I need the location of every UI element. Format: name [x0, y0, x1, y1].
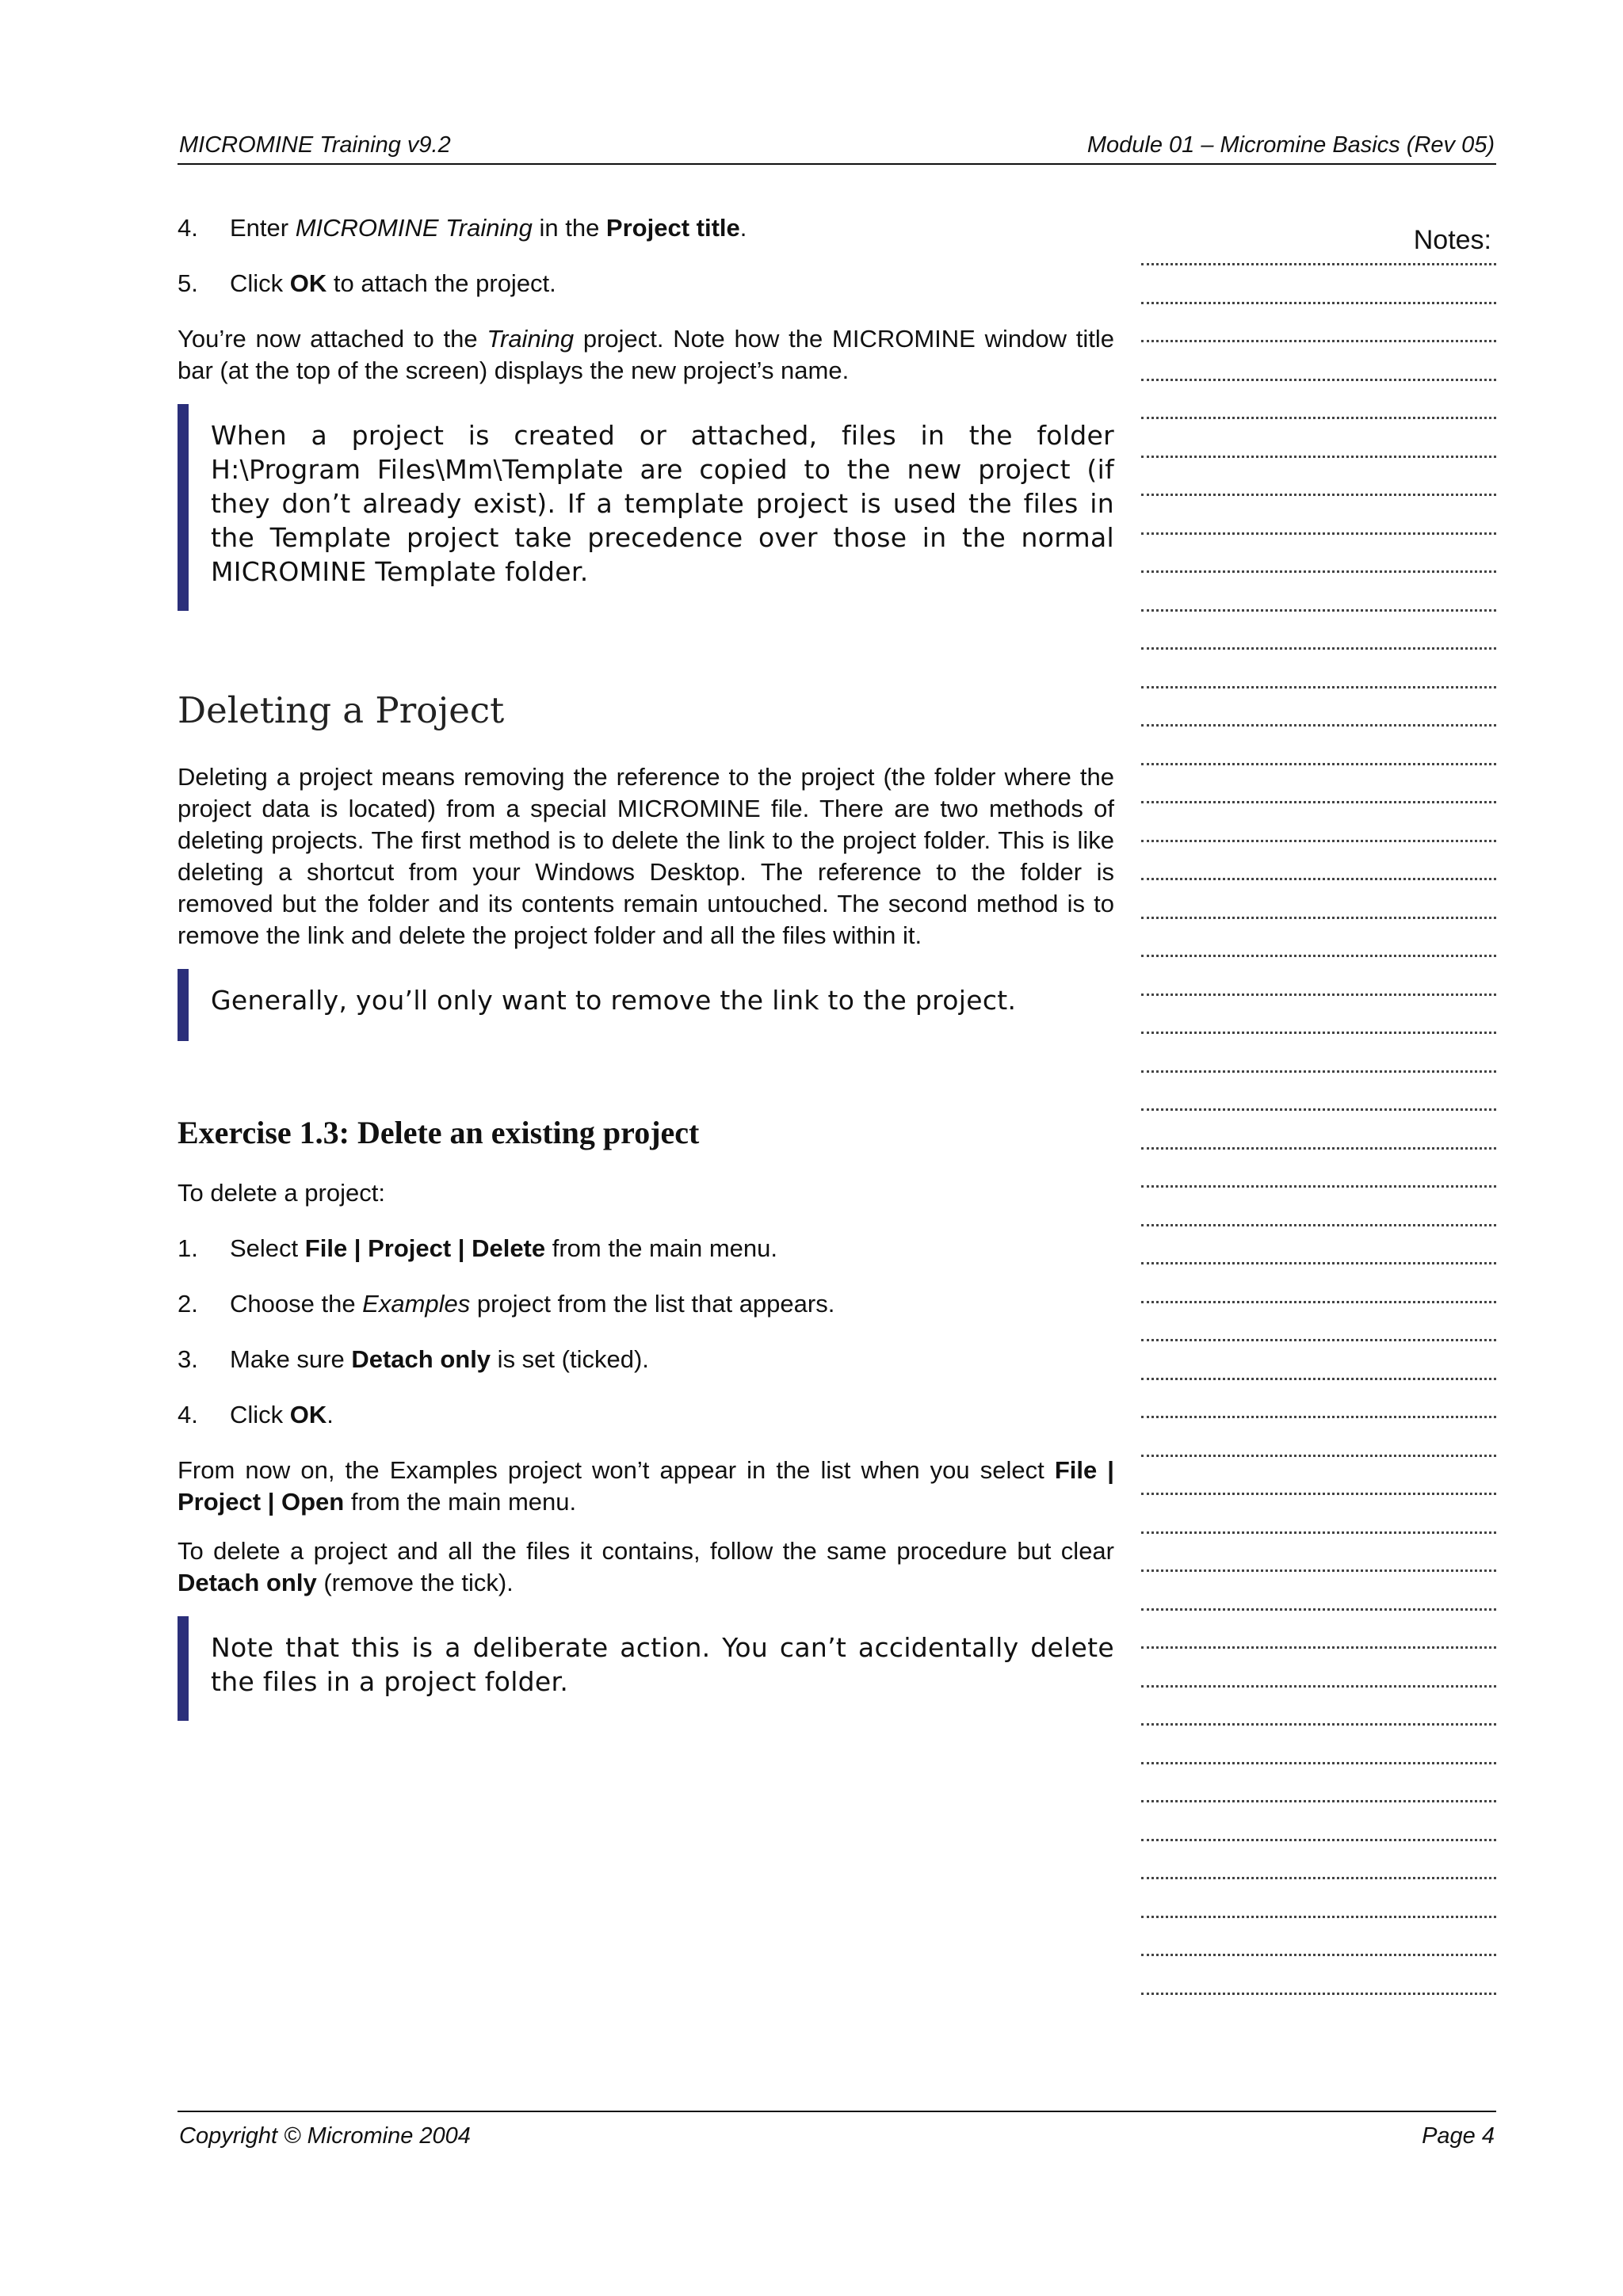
notes-rule-line: [1141, 1685, 1496, 1688]
step-number: 4.: [178, 214, 198, 242]
page-header: [178, 132, 1496, 165]
step-item: [178, 1233, 1114, 1264]
notes-rule-line: [1141, 647, 1496, 650]
step-text: Choose the Examples project from the list that appears.: [230, 1290, 835, 1318]
step-item: [178, 1344, 1114, 1375]
notes-rule-line: [1141, 1339, 1496, 1341]
notes-rule-line: [1141, 955, 1496, 957]
step-item: [178, 1288, 1114, 1320]
footer-right: Page 4: [1422, 2123, 1495, 2149]
notes-rule-line: [1141, 840, 1496, 842]
paragraph-attached: You’re now attached to the Training project. Note how the MICROMINE window title bar (at the top of the screen) displays the new project’s name.: [178, 325, 1114, 384]
notes-rule-line: [1141, 340, 1496, 342]
page-footer: [178, 2111, 1496, 2149]
notes-rule-line: [1141, 1070, 1496, 1073]
step-number: 1.: [178, 1234, 198, 1262]
notes-rule-line: [1141, 302, 1496, 304]
step-number: 4.: [178, 1401, 198, 1428]
notes-rule-line: [1141, 1877, 1496, 1879]
step-number: 2.: [178, 1290, 198, 1318]
notes-rule-line: [1141, 878, 1496, 880]
notes-rule-line: [1141, 1993, 1496, 1995]
notes-rule-line: [1141, 1569, 1496, 1572]
footer-left: Copyright © Micromine 2004: [179, 2123, 471, 2149]
notes-rule-line: [1141, 1608, 1496, 1611]
step-text: Click OK to attach the project.: [230, 269, 556, 297]
notes-rule-line: [1141, 1108, 1496, 1111]
step-text: Make sure Detach only is set (ticked).: [230, 1345, 649, 1373]
notes-column: [1141, 222, 1498, 2068]
paragraph-delete: Deleting a project means removing the reference to the project (the folder where the project data is located) from a special MICROMINE file. There are two methods of deleting projects. The first method is to delete the link to the project folder. This is like deleting a shortcut from your Windows Desktop. The reference to the folder is removed but the folder and its contents remain untouched. The second method is to remove the link and delete the project folder and all the files within it.: [178, 763, 1114, 949]
notes-rule-line: [1141, 1954, 1496, 1956]
notes-rule-line: [1141, 1839, 1496, 1841]
step-text: Click OK.: [230, 1401, 334, 1428]
notes-rule-line: [1141, 532, 1496, 535]
notes-rule-line: [1141, 1800, 1496, 1802]
paragraph-to-delete: To delete a project:: [178, 1179, 385, 1207]
notes-rule-line: [1141, 1032, 1496, 1034]
step-item: [178, 1399, 1114, 1431]
notes-rule-line: [1141, 1531, 1496, 1534]
notes-rule-line: [1141, 724, 1496, 727]
step-item: [178, 212, 1114, 244]
notes-rule-line: [1141, 1224, 1496, 1226]
exercise-heading: Exercise 1.3: Delete an existing project: [178, 1115, 700, 1150]
header-right: Module 01 – Micromine Basics (Rev 05): [1086, 132, 1495, 158]
notes-rule-line: [1141, 1378, 1496, 1380]
step-item: [178, 268, 1114, 299]
notes-rule-line: [1141, 1455, 1496, 1457]
notes-rule-line: [1141, 1262, 1496, 1264]
notes-rule-line: [1141, 1916, 1496, 1918]
notes-rule-line: [1141, 763, 1496, 765]
section-heading: Deleting a Project: [178, 689, 505, 731]
note-callout-deliberate: Note that this is a deliberate action. You can’t accidentally delete the files in a project folder.: [178, 1616, 1114, 1721]
notes-rule-line: [1141, 994, 1496, 996]
main-content: [178, 212, 1114, 1745]
notes-rule-line: [1141, 456, 1496, 458]
notes-rule-line: [1141, 417, 1496, 419]
notes-label: Notes:: [1413, 225, 1491, 255]
notes-rule-line: [1141, 917, 1496, 919]
notes-rule-line: [1141, 801, 1496, 803]
notes-rule-line: [1141, 1493, 1496, 1495]
notes-rule-line: [1141, 1723, 1496, 1726]
paragraph-from-now: From now on, the Examples project won’t appear in the list when you select File | Project | Open from the main menu.: [178, 1456, 1114, 1516]
step-number: 3.: [178, 1345, 198, 1373]
notes-rule-line: [1141, 1646, 1496, 1649]
header-left: MICROMINE Training v9.2: [179, 132, 451, 158]
paragraph-delete-all: To delete a project and all the files it contains, follow the same procedure but clear Detach only (remove the tick).: [178, 1537, 1114, 1596]
step-text: Select File | Project | Delete from the main menu.: [230, 1234, 778, 1262]
notes-rule-line: [1141, 379, 1496, 381]
notes-rule-line: [1141, 1416, 1496, 1418]
step-number: 5.: [178, 269, 198, 297]
notes-rule-line: [1141, 1301, 1496, 1303]
notes-rule-line: [1141, 609, 1496, 612]
notes-rule-line: [1141, 494, 1496, 496]
notes-rule-line: [1141, 1147, 1496, 1150]
note-callout-template: When a project is created or attached, files in the folder H:\Program Files\Mm\Template are copied to the new project (if they don’t already exist). If a template project is used the files in the Template project take precedence over those in the normal MICROMINE Template folder.: [178, 404, 1114, 611]
notes-rule-line: [1141, 1762, 1496, 1764]
step-text: Enter MICROMINE Training in the Project title.: [230, 214, 747, 242]
note-callout-generally: Generally, you’ll only want to remove the link to the project.: [178, 969, 1114, 1041]
notes-rule-line: [1141, 686, 1496, 688]
notes-rule-line: [1141, 263, 1496, 265]
notes-rule-line: [1141, 1185, 1496, 1188]
notes-rule-line: [1141, 570, 1496, 573]
